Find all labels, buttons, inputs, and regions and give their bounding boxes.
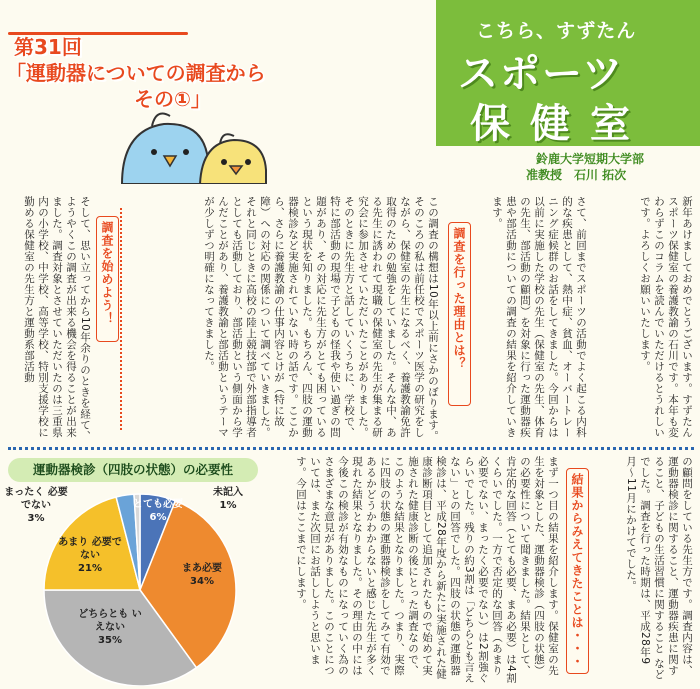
section-heading-results: 結果からみえてきたことは・・・ [566,468,589,674]
birds-illustration [112,100,272,184]
pie-slice-label [196,486,260,512]
banner-title-2: 保健室 [470,101,650,147]
title-line-2: その①」 [134,87,211,111]
section-divider [8,447,694,450]
pie-slice-percent: 21% [78,563,102,574]
intro-paragraph-2: さて、前回までスポーツの活動でよく起こる内科的な疾患として、熱中症、貧血、オーバートレーニング症候群のお話をしてきました。今回からは以前に実施した学校の先生（保健室の先生、体育の先生、部活動の顧問）を対象に行った運動器疾患や部活動についての調査の結果を紹介していきます。 [491,196,587,438]
chart-title: 運動器検診（四肢の状態）の必要性 [8,458,258,482]
pie-slice-name: まったく 必要でない [4,487,68,511]
pie-slice-percent: 34% [190,576,214,587]
results-paragraph: まず一つ目の結果を紹介します。保健室の先生を対象とした、運動器検診（四肢の状態）の必要性について聞きました。結果として、肯定的な回答（とても必要、まあ必要）は4割くらいでした。一方で否定的な回答（あまり必要でない、まったく必要でない）は2割強ぐらいでした。残りの約3割は「どちらとも言えない」との回答でした。四肢の状態の運動器検診は、平成28年度から新たに実施された健康診断項目として追加されたもので始めて実施された健康診断の後にとった調査なので、このような結果となりました。つまり、実際に四肢の状態の運動器検診をしてみて有効であるかどうかわからないと感じた先生が多く現れた結果となりました。その理由の中には今後この検診が有効なものになっていく為のさまざまな意見がありました。このことについては、また次回にお話ししようと思います。今回はここまでにします。 [295,456,559,684]
start-paragraph: そして、思い立ってから10年余りのときを経て、ようやくこの調査が出来る機会を得ることが出来ました。調査対象とさせていただいたのは三重県内の小学校、中学校、高等学校、特別支援学校に勤める保健室の先生方と運動系部活動 [23,196,91,442]
title-line-1: 「運動器についての調査から [6,61,266,85]
pie-slice-label [4,486,68,525]
pie-slice-percent: 3% [27,513,45,524]
banner-kicker: こちら、すずたん [476,20,637,42]
banner-title-1: スポーツ [458,51,625,97]
column-separator [120,208,122,430]
pie-slice-label [126,498,190,524]
author-affiliation: 鈴鹿大学短期大学部 [536,152,645,166]
intro-paragraph: 新年あけましておめでとうございます。すずたんスポーツ保健室の養護教諭の石川です。本年も変わらずこのコラムを読んでいただけるとうれしいです。よろしくお願いいたします。 [639,196,693,438]
pie-slice-name: どちらとも いえない [78,609,142,633]
section-heading-reason: 調査を行った理由とは？ [448,222,471,406]
survey-paragraph: の顧問をしている先生方です。調査内容は、運動器検診に関すること、運動器疾患に関すること、子どもの生活習慣に関すること などでした。調査を行った時期は、平成28年9月〜11月にかけてでした。 [625,456,693,680]
pie-slice-percent: 6% [149,512,167,523]
pie-slice-name: まあ必要 [182,563,222,574]
pie-slice-label [58,536,122,575]
pie-slice-name: とても必要 [133,499,183,510]
pie-slice-name: あまり 必要でない [58,537,122,561]
reason-paragraph: この調査の構想は10年以上前にさかのぼります。そのころの私は前任校でスポーツ医学の研究をしながら、保健室の先生になるべく、養護教諭免許取得のための勉強をしていました。そんな中、ある先生に誘われて現職の保健室の先生が集まる研究会に参加させていただいたことがありました。そのときに先生方と話していくうちに、学校で、特に部活動の現場で子どもの怪我や使い過ぎの問題があり、その対応に先生方がとても困っているという現状を知りました。もちろん、四肢の運動器検診など実施されていない時の話です。ここから、さらに養護教諭の仕事内容とけが（特に故障）への対応の関係について調べていきました。それと同じときに高校の陸上競技部で外部指導者としても活動しており、部活動という側面から学んだことがあり、養護教諭と部活動というテーマが少しずつ明確になってきました。 [203,196,439,442]
pie-slice-label [78,608,142,647]
column-banner [436,0,700,146]
author-name: 准教授 石川 拓次 [526,168,627,182]
episode-number: 第31回 [14,35,82,59]
pie-slice-label [170,562,234,588]
pie-slice-name: 未記入 [213,487,243,498]
pie-slice-percent: 1% [219,500,237,511]
pie-slice-percent: 35% [98,635,122,646]
section-heading-start: 調査を始めよう！ [96,216,119,342]
